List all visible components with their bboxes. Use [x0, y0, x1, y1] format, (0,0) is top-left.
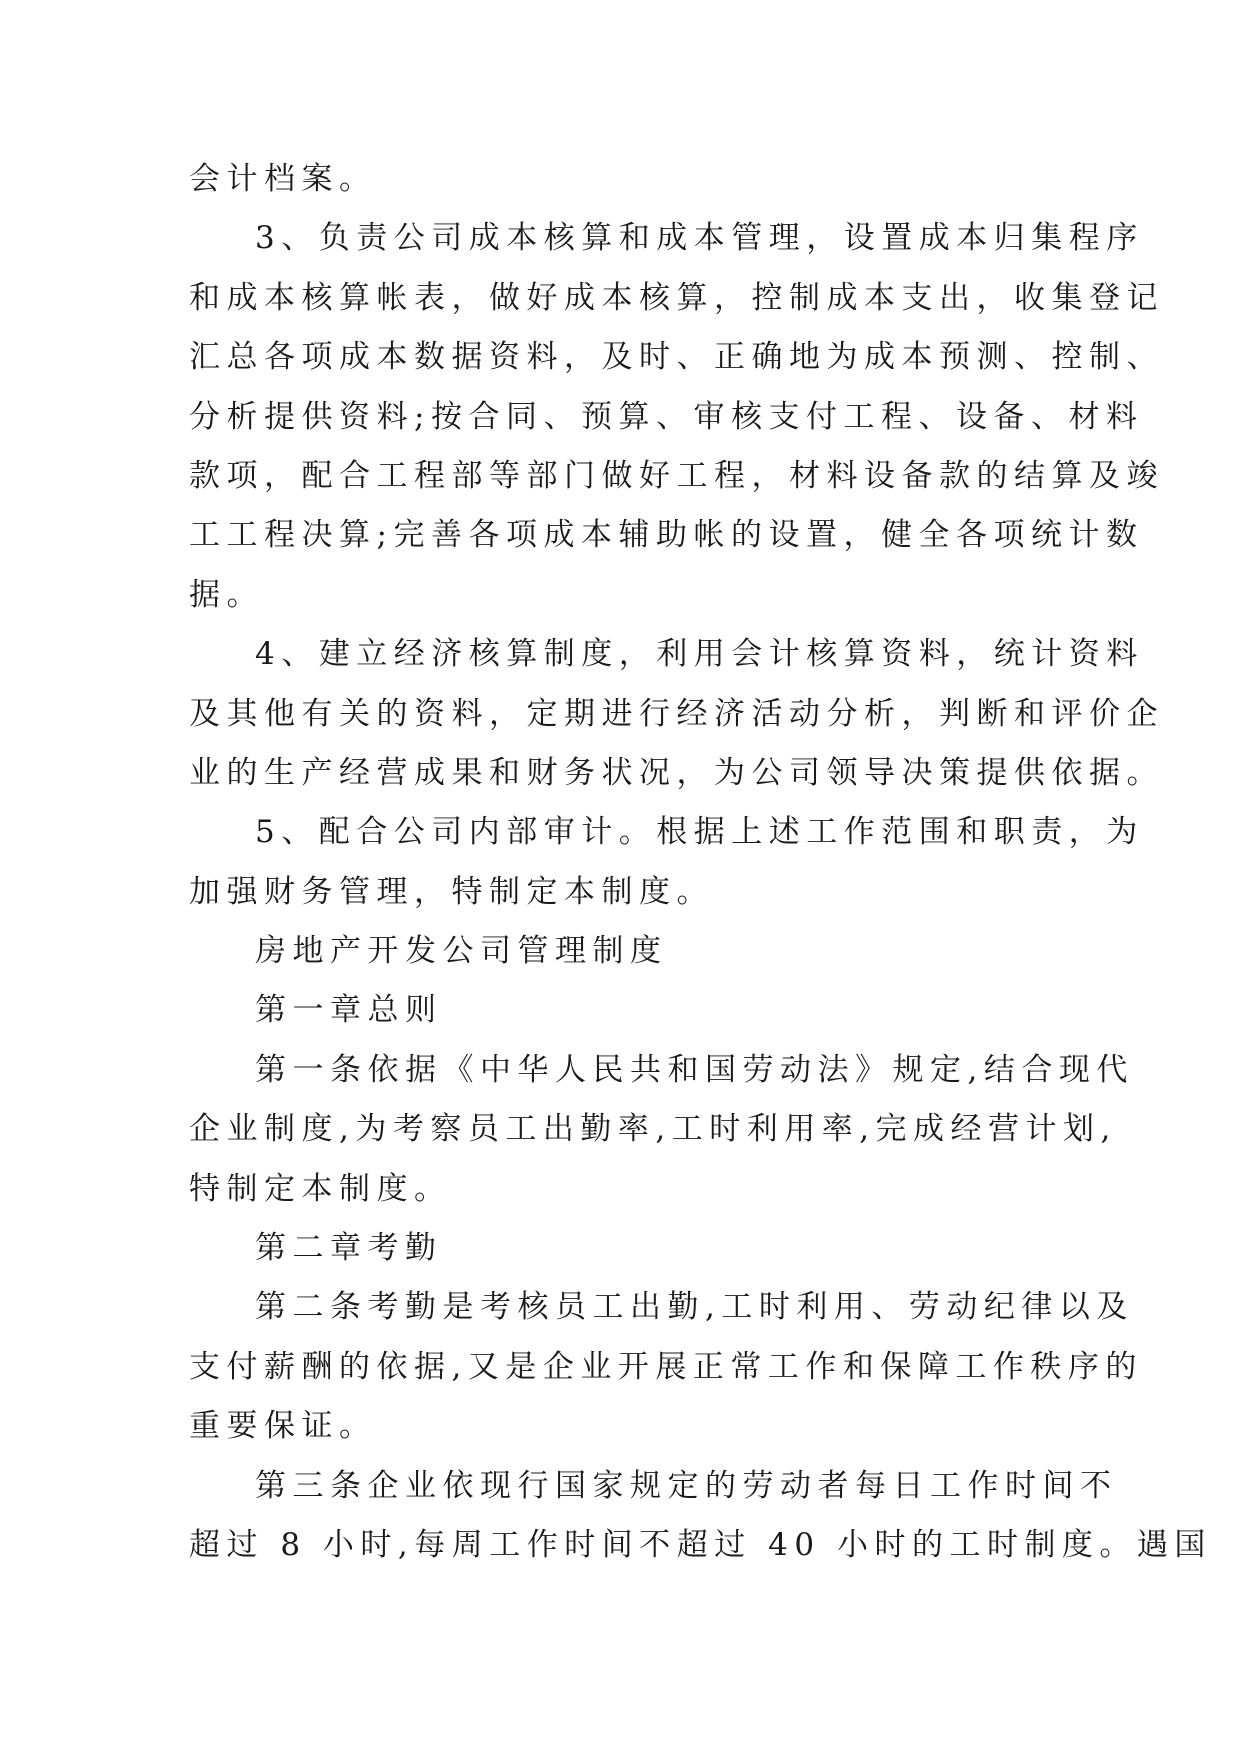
text-line: 及其他有关的资料，定期进行经济活动分析，判断和评价企 [189, 695, 1164, 732]
text-line: 5、配合公司内部审计。根据上述工作范围和职责，为 [255, 814, 1144, 851]
chapter-heading: 第一章总则 [255, 992, 443, 1029]
text-line: 分析提供资料;按合同、预算、审核支付工程、设备、材料 [189, 398, 1144, 435]
text-line: 第一条依据《中华人民共和国劳动法》规定,结合现代 [255, 1051, 1134, 1088]
text-line: 款项，配合工程部等部门做好工程，材料设备款的结算及竣 [189, 457, 1164, 494]
text-line: 3、负责公司成本核算和成本管理，设置成本归集程序 [255, 220, 1144, 257]
text-line: 和成本核算帐表，做好成本核算，控制成本支出，收集登记 [189, 279, 1164, 316]
text-line: 重要保证。 [189, 1408, 377, 1445]
text-line: 企业制度,为考察员工出勤率,工时利用率,完成经营计划, [189, 1111, 1117, 1148]
text-line: 汇总各项成本数据资料，及时、正确地为成本预测、控制、 [189, 339, 1164, 376]
text-line: 工工程决算;完善各项成本辅助帐的设置，健全各项统计数 [189, 517, 1144, 554]
chapter-heading: 第二章考勤 [255, 1230, 443, 1267]
text-line: 第二条考勤是考核员工出勤,工时利用、劳动纪律以及 [255, 1289, 1134, 1326]
text-line: 加强财务管理，特制定本制度。 [189, 873, 714, 910]
text-line: 4、建立经济核算制度，利用会计核算资料，统计资料 [255, 636, 1144, 673]
text-line: 超过 8 小时,每周工作时间不超过 40 小时的工时制度。遇国 [189, 1526, 1212, 1563]
text-line: 会计档案。 [189, 161, 377, 197]
text-line: 特制定本制度。 [189, 1170, 452, 1207]
text-line: 业的生产经营成果和财务状况，为公司领导决策提供依据。 [189, 754, 1164, 791]
document-body [189, 150, 1212, 1575]
text-line: 第三条企业依现行国家规定的劳动者每日工作时间不 [255, 1467, 1118, 1504]
text-line: 据。 [189, 576, 264, 613]
text-line: 支付薪酬的依据,又是企业开展正常工作和保障工作秩序的 [189, 1348, 1143, 1385]
section-heading: 房地产开发公司管理制度 [255, 933, 668, 970]
